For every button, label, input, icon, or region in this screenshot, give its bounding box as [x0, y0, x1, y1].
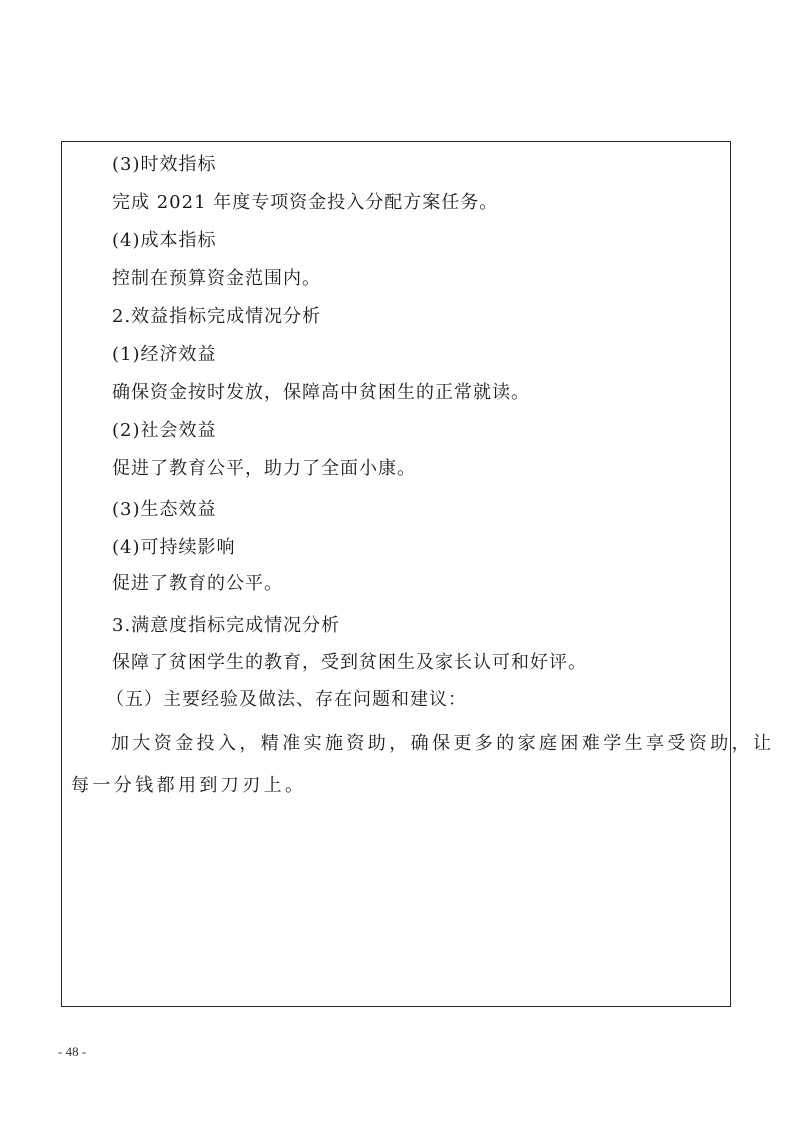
paragraph-suggestions-line-2: 每一分钱都用到刀刃上。 — [71, 775, 307, 796]
paragraph-suggestions-line-1: 加大资金投入，精准实施资助，确保更多的家庭困难学生享受资助，让 — [111, 733, 775, 754]
heading-satisfaction-analysis: 3.满意度指标完成情况分析 — [112, 615, 341, 636]
paragraph-timeliness: 完成 2021 年度专项资金投入分配方案任务。 — [112, 192, 499, 213]
paragraph-social-benefit: 促进了教育公平，助力了全面小康。 — [112, 458, 416, 479]
paragraph-sustainable-impact: 促进了教育的公平。 — [112, 573, 283, 594]
paragraph-cost: 控制在预算资金范围内。 — [112, 268, 321, 289]
heading-social-benefit: (2)社会效益 — [112, 420, 217, 441]
heading-economic-benefit: (1)经济效益 — [112, 344, 217, 365]
heading-experience-and-suggestions: （五）主要经验及做法、存在问题和建议： — [106, 689, 467, 710]
page-number: - 48 - — [58, 1044, 87, 1059]
heading-sustainable-impact: (4)可持续影响 — [112, 537, 236, 558]
heading-timeliness-indicator: (3)时效指标 — [112, 154, 217, 175]
paragraph-economic-benefit: 确保资金按时发放，保障高中贫困生的正常就读。 — [112, 382, 530, 403]
heading-benefit-analysis: 2.效益指标完成情况分析 — [112, 306, 322, 327]
heading-cost-indicator: (4)成本指标 — [112, 230, 217, 251]
heading-ecological-benefit: (3)生态效益 — [112, 499, 217, 520]
paragraph-satisfaction: 保障了贫困学生的教育，受到贫困生及家长认可和好评。 — [112, 652, 587, 673]
